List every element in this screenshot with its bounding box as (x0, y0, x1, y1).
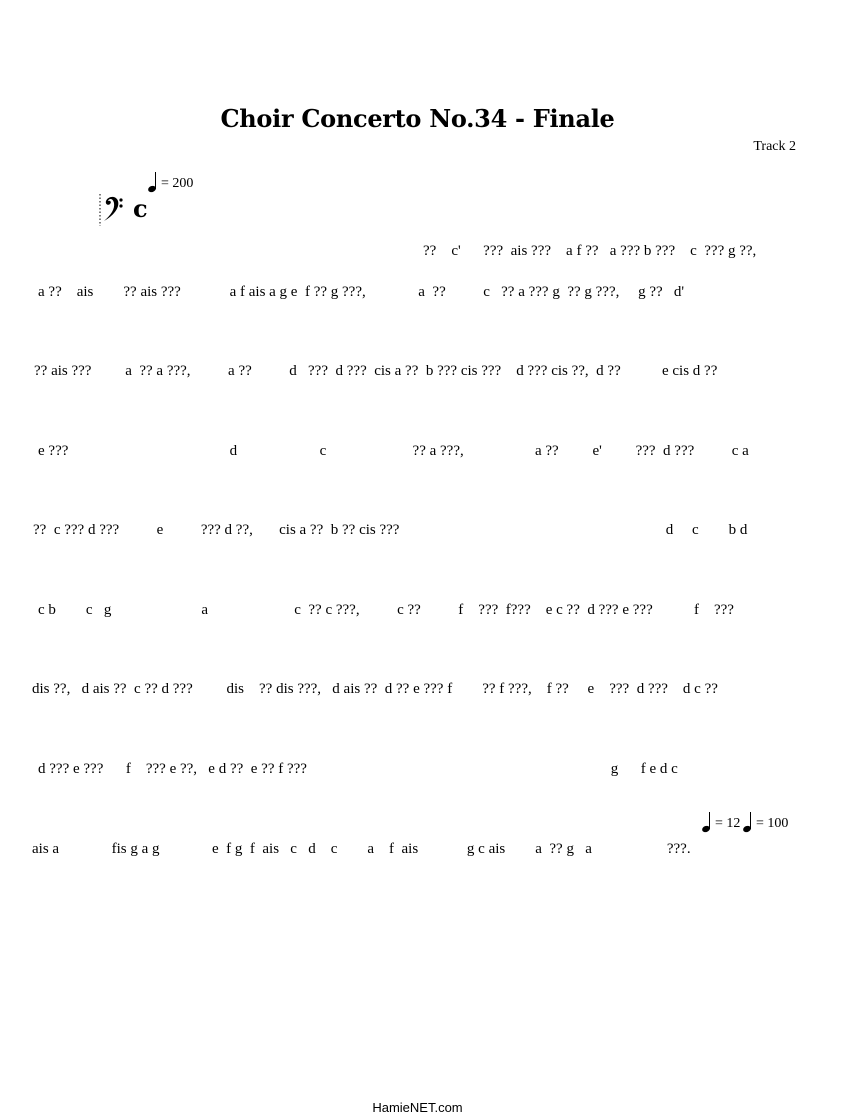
tempo-marking-change-a (702, 812, 740, 832)
lyric-line-5: ?? c ??? d ??? e ??? d ??, cis a ?? b ?? cis ??? d c b d (33, 522, 748, 538)
track-label: Track 2 (753, 139, 796, 154)
time-signature: c (133, 194, 148, 223)
tempo-value: = 12 (715, 816, 741, 831)
page-title: Choir Concerto No.34 - Finale (220, 104, 615, 133)
lyric-line-2: a ?? ais ?? ais ??? a f ais a g e f ?? g ???, a ?? c ?? a ??? g ?? g ???, g ?? d' (38, 284, 685, 300)
lyric-line-3: ?? ais ??? a ?? a ???, a ?? d ??? d ??? cis a ?? b ??? cis ??? d ??? cis ??, d ?? e cis d ?? (34, 363, 718, 379)
lyric-line-1: ?? c' ??? ais ??? a f ?? a ??? b ??? c ??? g ??, (423, 243, 757, 259)
lyric-line-6: c b c g a c ?? c ???, c ?? f ??? f??? e c ?? d ??? e ??? f ??? (38, 602, 734, 618)
lyric-line-8: d ??? e ??? f ??? e ??, e d ?? e ?? f ??? g f e d c (38, 761, 678, 777)
lyric-line-7: dis ??, d ais ?? c ?? d ??? dis ?? dis ???, d ais ?? d ?? e ??? f ?? f ???, f ?? e ??? d ??? d c ?? (32, 681, 718, 697)
quarter-note-icon (743, 812, 753, 832)
staff-start (97, 192, 157, 228)
footer-site: HamieNET.com (372, 1100, 463, 1115)
tempo-value: = 200 (161, 176, 194, 191)
quarter-note-icon (148, 172, 158, 192)
tempo-marking-change-b (743, 812, 788, 832)
lyric-line-9: ais a fis g a g e f g f ais c d c a f ais g c ais a ?? g a ???. (32, 841, 691, 857)
bass-clef-icon (97, 192, 157, 228)
quarter-note-icon (702, 812, 712, 832)
lyric-line-4: e ??? d c ?? a ???, a ?? e' ??? d ??? c a (38, 443, 749, 459)
tempo-value: = 100 (756, 816, 789, 831)
tempo-marking-initial (148, 172, 193, 192)
